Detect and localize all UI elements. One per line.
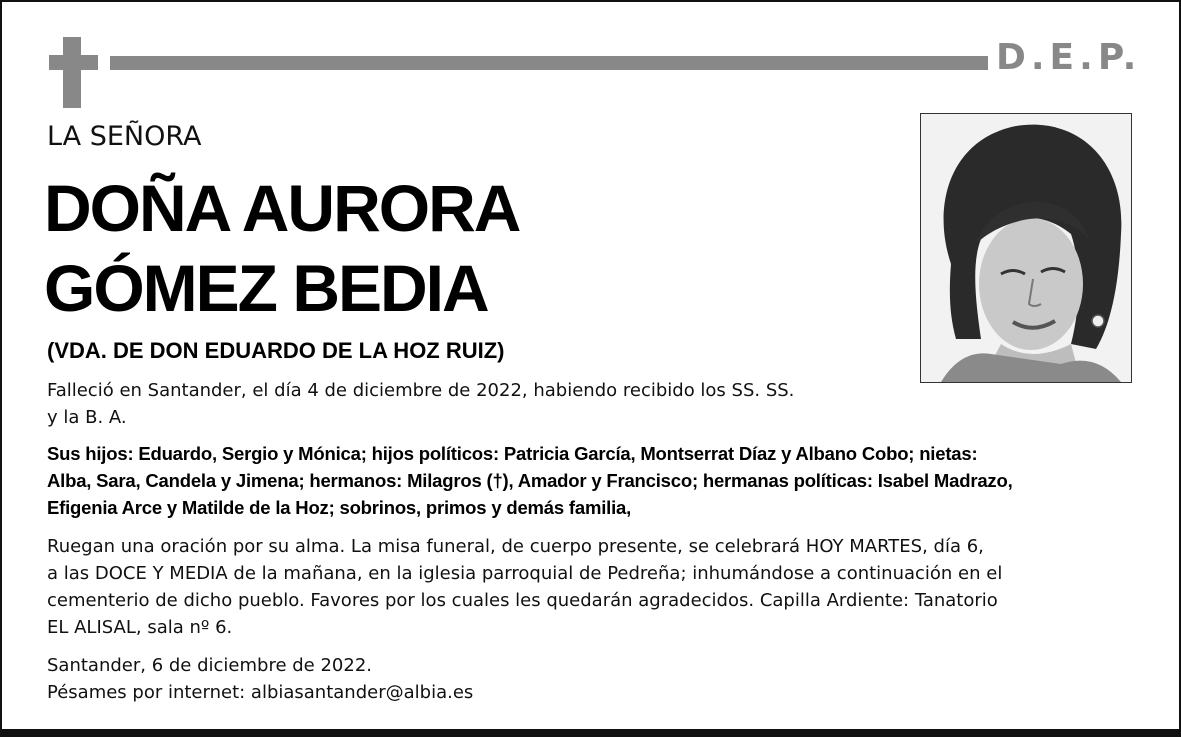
deceased-name-line-2: GÓMEZ BEDIA [44,251,488,325]
place-date: Santander, 6 de diciembre de 2022. [47,655,373,676]
family-line: Efigenia Arce y Matilde de la Hoz; sobrinos, primos y demás familia, [47,497,632,518]
family-paragraph [47,440,1013,521]
widow-of-line: (VDA. DE DON EDUARDO DE LA HOZ RUIZ) [47,338,505,363]
request-line: cementerio de dicho pueblo. Favores por los cuales les quedarán agradecidos. Capilla Ardiente: Tanatorio [47,590,998,611]
death-paragraph [47,377,794,431]
family-line: Sus hijos: Eduardo, Sergio y Mónica; hijos políticos: Patricia García, Montserrat Díaz y Albano Cobo; nietas: [47,443,978,464]
family-line: Alba, Sara, Candela y Jimena; hermanos: Milagros (†), Amador y Francisco; hermanas políticas: Isabel Madrazo, [47,470,1013,491]
request-line: EL ALISAL, sala nº 6. [47,617,233,638]
condolences-line: Pésames por internet: albiasantander@albia.es [47,682,474,703]
portrait-image [921,114,1131,382]
cross-icon-arm [49,55,98,70]
header-rule [110,56,988,70]
portrait-photo [920,113,1132,383]
cross-icon [63,37,81,108]
closing-block [47,652,473,706]
intro-label: LA SEÑORA [47,121,202,152]
request-paragraph [47,533,1002,641]
request-line: Ruegan una oración por su alma. La misa funeral, de cuerpo presente, se celebrará HOY MARTES, día 6, [47,536,984,557]
deceased-name-line-1: DOÑA AURORA [44,171,520,245]
deceased-name [44,168,519,328]
death-line: y la B. A. [47,407,127,428]
dep-label: D.E.P. [996,37,1142,78]
death-line: Falleció en Santander, el día 4 de diciembre de 2022, habiendo recibido los SS. SS. [47,380,795,401]
request-line: a las DOCE Y MEDIA de la mañana, en la iglesia parroquial de Pedreña; inhumándose a continuación en el [47,563,1003,584]
